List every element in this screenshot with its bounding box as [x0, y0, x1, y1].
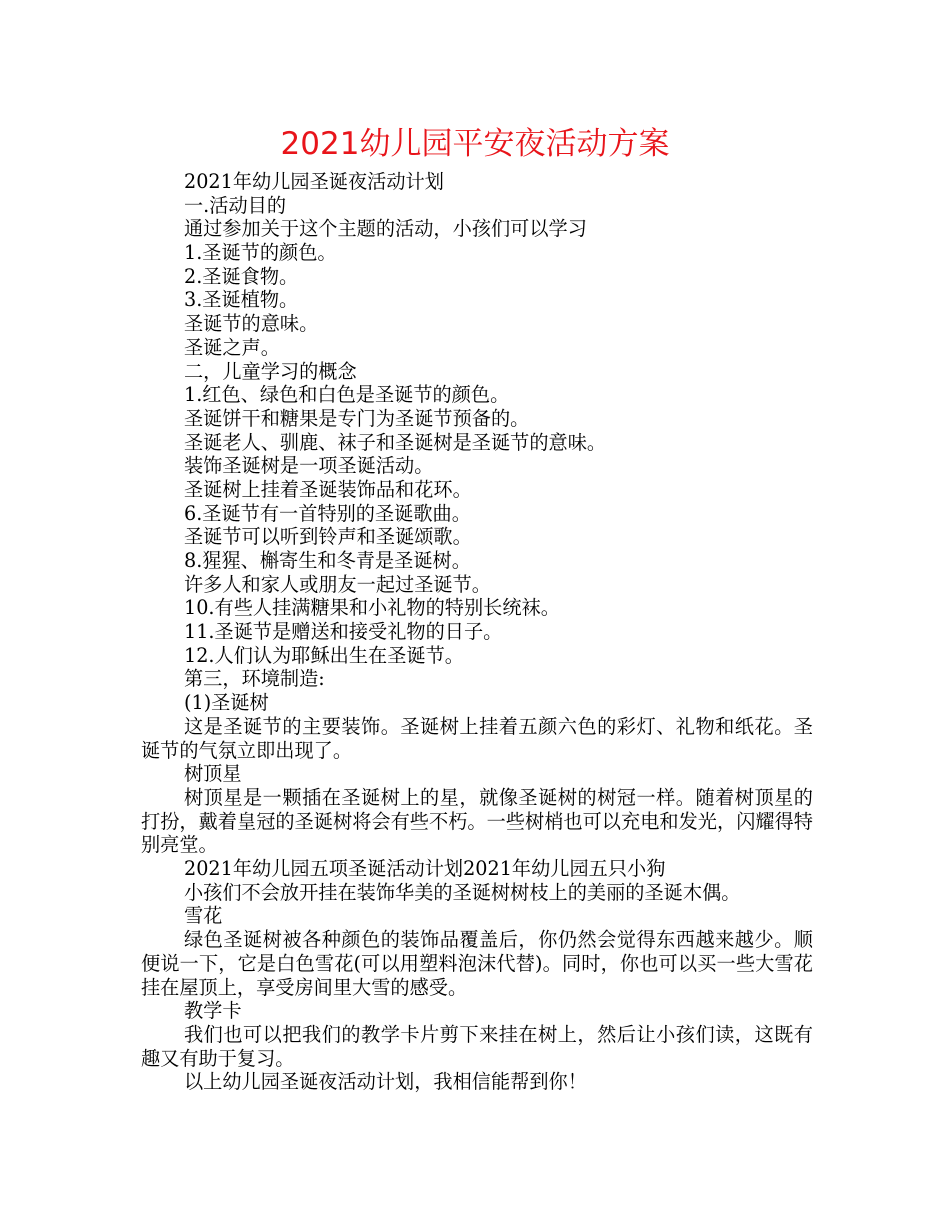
list-item: 圣诞节可以听到铃声和圣诞颂歌。	[184, 525, 472, 549]
list-item: 装饰圣诞树是一项圣诞活动。	[184, 454, 434, 478]
list-item: 2.圣诞食物。	[184, 264, 299, 288]
section-heading: 第三，环境制造:	[184, 667, 325, 691]
list-item: 6.圣诞节有一首特别的圣诞歌曲。	[184, 501, 471, 525]
list-item: 1.红色、绿色和白色是圣诞节的颜色。	[184, 383, 510, 407]
list-item: 10.有些人挂满糖果和小礼物的特别长统袜。	[184, 596, 560, 620]
closing-paragraph: 以上幼儿园圣诞夜活动计划，我相信能帮到你！	[184, 1070, 587, 1094]
subsection-heading: 雪花	[184, 904, 223, 928]
subsection-heading: 教学卡	[184, 999, 242, 1023]
list-item: 8.猩猩、槲寄生和冬青是圣诞树。	[184, 549, 471, 572]
subsection-heading: 2021年幼儿园五项圣诞活动计划2021年幼儿园五只小狗	[184, 857, 666, 881]
list-item: 圣诞节的意味。	[184, 312, 319, 336]
list-item: 1.圣诞节的颜色。	[184, 241, 337, 265]
paragraph: 我们也可以把我们的教学卡片剪下来挂在树上，然后让小孩们读，这既有趣又有助于复习。	[141, 1022, 813, 1070]
plan-heading: 2021年幼儿园圣诞夜活动计划	[184, 170, 444, 193]
list-item: 圣诞之声。	[184, 335, 280, 359]
document-body	[141, 170, 813, 1094]
section-heading: 二，儿童学习的概念	[184, 359, 357, 383]
list-item: 圣诞饼干和糖果是专门为圣诞节预备的。	[184, 406, 530, 430]
list-item: 许多人和家人或朋友一起过圣诞节。	[184, 572, 491, 596]
list-item: 圣诞老人、驯鹿、袜子和圣诞树是圣诞节的意味。	[184, 430, 607, 454]
document-title: 2021幼儿园平安夜活动方案	[280, 126, 670, 162]
paragraph: 小孩们不会放开挂在装饰华美的圣诞树树枝上的美丽的圣诞木偶。	[184, 880, 741, 904]
subsection-heading: (1)圣诞树	[184, 691, 269, 715]
text-line: 通过参加关于这个主题的活动，小孩们可以学习	[184, 217, 587, 241]
subsection-heading: 树顶星	[184, 762, 242, 786]
paragraph: 绿色圣诞树被各种颜色的装饰品覆盖后，你仍然会觉得东西越来越少。顺便说一下，它是白色雪花(可以用塑料泡沫代替)。同时，你也可以买一些大雪花挂在屋顶上，享受房间里大雪的感受。	[141, 928, 813, 999]
paragraph: 这是圣诞节的主要装饰。圣诞树上挂着五颜六色的彩灯、礼物和纸花。圣诞节的气氛立即出现了。	[141, 714, 813, 762]
paragraph: 树顶星是一颗插在圣诞树上的星，就像圣诞树的树冠一样。随着树顶星的打扮，戴着皇冠的圣诞树将会有些不朽。一些树梢也可以充电和发光，闪耀得特别亮堂。	[141, 785, 813, 857]
section-heading: 一.活动目的	[184, 193, 287, 217]
list-item: 3.圣诞植物。	[184, 288, 299, 312]
list-item: 11.圣诞节是赠送和接受礼物的日子。	[184, 620, 503, 644]
list-item: 圣诞树上挂着圣诞装饰品和花环。	[184, 477, 472, 501]
list-item: 12.人们认为耶稣出生在圣诞节。	[184, 643, 464, 667]
